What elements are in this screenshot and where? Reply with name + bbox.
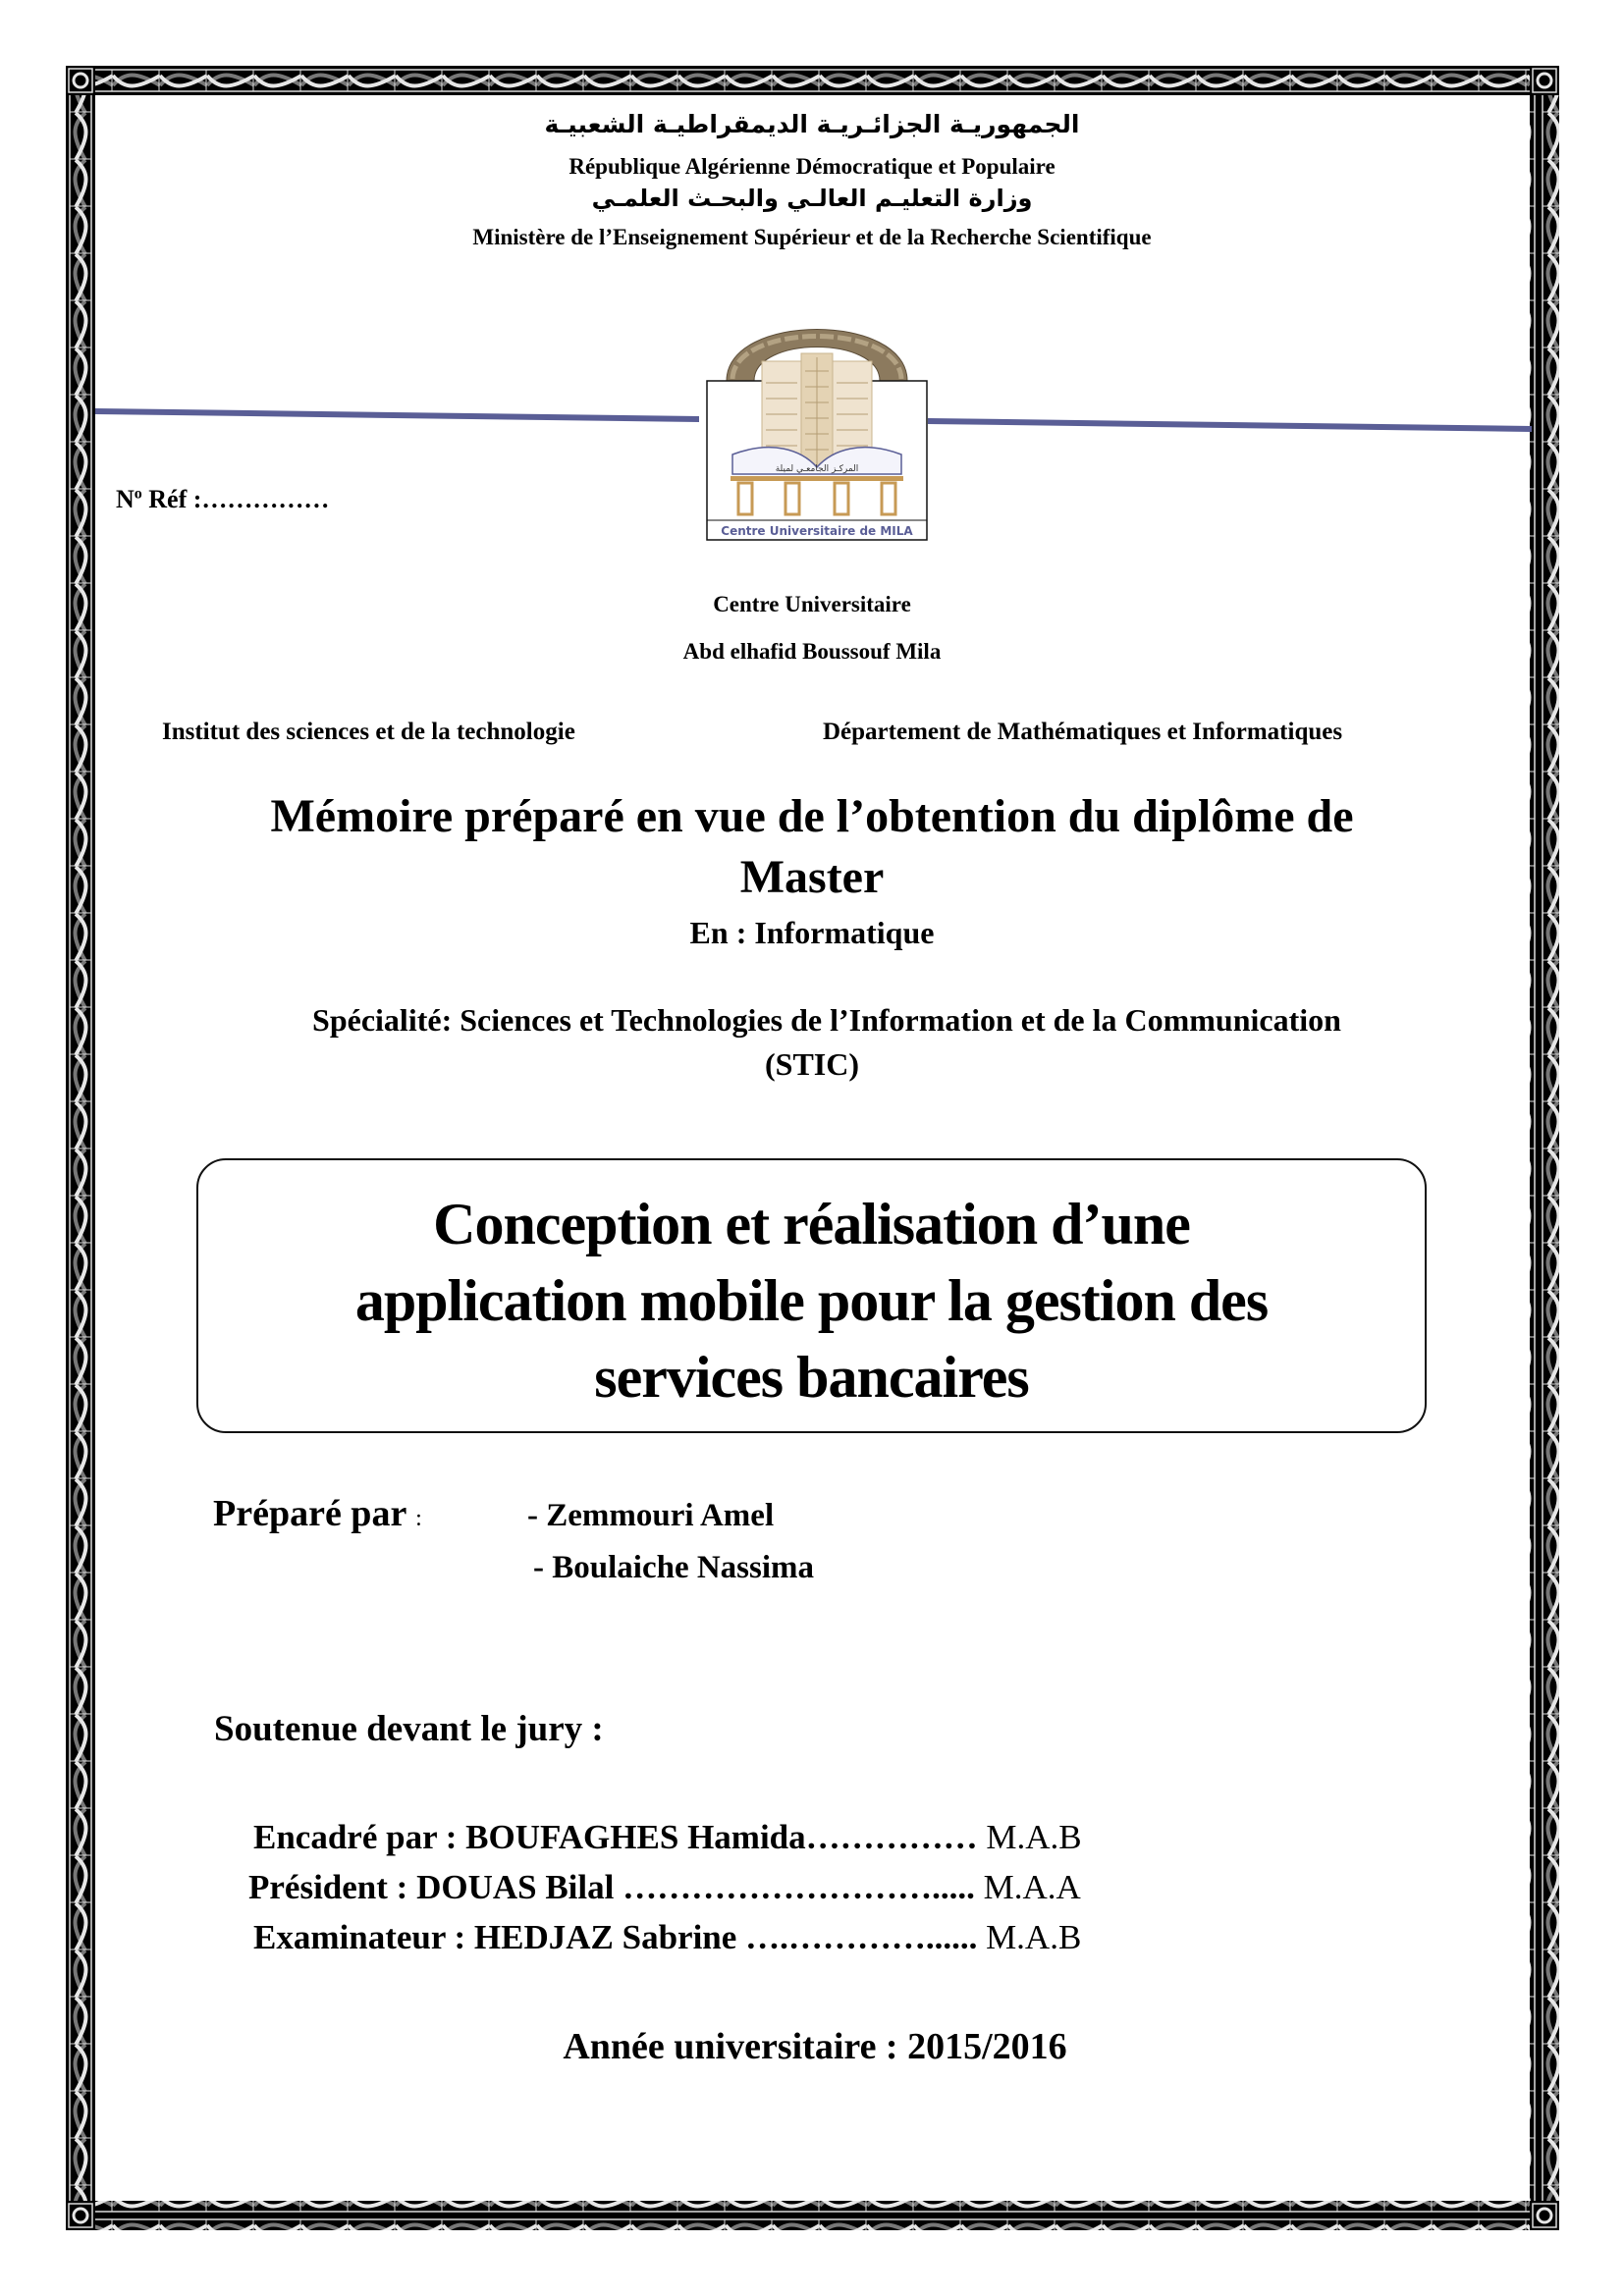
- author-2: - Boulaiche Nassima: [533, 1550, 815, 1585]
- reference-prefix: N: [116, 485, 135, 513]
- jury-member-dots: ……………………….....: [614, 1868, 975, 1906]
- department-name: Département de Mathématiques et Informatiques: [823, 719, 1343, 745]
- authors-label: [213, 1492, 422, 1535]
- jury-heading: Soutenue devant le jury :: [214, 1709, 604, 1749]
- academic-year: Année universitaire : 2015/2016: [563, 2026, 1067, 2067]
- jury-member-role-name: Examinateur : HEDJAZ Sabrine: [253, 1918, 737, 1956]
- thesis-title-line-2: application mobile pour la gestion des: [354, 1268, 1269, 1333]
- jury-list: [248, 1812, 1082, 1962]
- jury-member-role-name: Encadré par : BOUFAGHES Hamida: [253, 1818, 806, 1856]
- header-ministry: Ministère de l’Enseignement Supérieur et de la Recherche Scientifique: [472, 225, 1152, 249]
- degree-line-2: Master: [739, 851, 885, 903]
- reference-number: [116, 485, 329, 514]
- jury-member-grade: M.A.B: [986, 1818, 1082, 1856]
- logo-arabic-caption: المركـز الجامعـي لميلة: [775, 464, 859, 474]
- institute-name: Institut des sciences et de la technologie: [162, 719, 575, 745]
- logo-caption: Centre Universitaire de MILA: [721, 524, 913, 538]
- authors-label-text: Préparé par: [213, 1493, 406, 1534]
- header-arabic-republic: الجمهوريـة الجزائـريـة الديمقراطيـة الشعبيـة: [544, 110, 1080, 138]
- reference-superscript: o: [134, 485, 142, 503]
- specialty-line-2: (STIC): [764, 1046, 859, 1082]
- authors-label-colon: :: [415, 1506, 422, 1531]
- jury-member-grade: M.A.B: [986, 1918, 1082, 1956]
- university-logo: [703, 293, 931, 544]
- institution-line-2: Abd elhafid Boussouf Mila: [682, 639, 942, 664]
- separator-left: [95, 408, 699, 422]
- thesis-title-line-1: Conception et réalisation d’une: [433, 1192, 1190, 1256]
- jury-member-grade: M.A.A: [983, 1868, 1081, 1906]
- header-republic: République Algérienne Démocratique et Populaire: [568, 154, 1056, 179]
- header-arabic-ministry: وزارة التعليـم العالـي والبحـث العلمـي: [591, 185, 1033, 212]
- specialty-line-1: Spécialité: Sciences et Technologies de l’Information et de la Communication: [312, 1002, 1341, 1038]
- author-1: - Zemmouri Amel: [527, 1498, 775, 1533]
- jury-member-role-name: Président : DOUAS Bilal: [248, 1868, 615, 1906]
- jury-member-dots: ……………: [805, 1818, 978, 1856]
- border-bottom: [95, 2201, 1530, 2230]
- reference-dots: ……………: [201, 485, 330, 513]
- thesis-title-box: [196, 1158, 1427, 1433]
- institution-line-1: Centre Universitaire: [713, 592, 911, 616]
- jury-member: [253, 1812, 1082, 1862]
- degree-field: En : Informatique: [689, 915, 935, 950]
- thesis-title-line-3: services bancaires: [594, 1345, 1029, 1410]
- degree-line-1: Mémoire préparé en vue de l’obtention du diplôme de: [270, 790, 1354, 842]
- reference-label: Réf :: [141, 485, 202, 513]
- jury-member: [253, 1912, 1082, 1962]
- jury-member-dots: ….…………......: [736, 1918, 978, 1956]
- jury-member: [248, 1862, 1082, 1912]
- separator-right: [928, 418, 1532, 432]
